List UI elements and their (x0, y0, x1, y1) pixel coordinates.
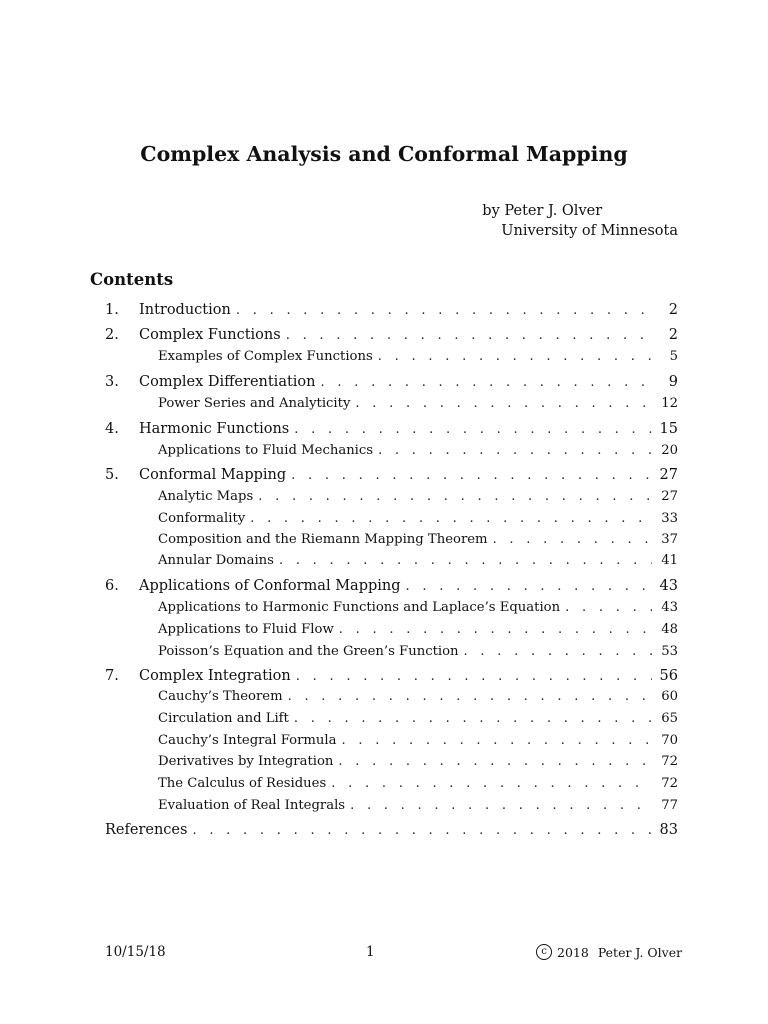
toc-entry-title: Harmonic Functions (139, 419, 294, 439)
toc-page-number: 83 (652, 820, 678, 840)
toc-subsection-entry (158, 796, 678, 816)
toc-entry-title: Applications to Fluid Flow (158, 620, 339, 640)
toc-subsection-entry (158, 441, 678, 461)
dot-leader (321, 373, 653, 393)
toc-entry-title: Conformal Mapping (139, 465, 291, 485)
toc-page-number: 53 (652, 642, 678, 662)
toc-entry-title: Composition and the Riemann Mapping Theorem (158, 530, 493, 550)
toc-subsection-entry (158, 731, 678, 751)
toc-page-number: 41 (652, 551, 678, 571)
toc-page-number: 43 (652, 598, 678, 618)
toc-section-entry (105, 372, 678, 392)
toc-section-entry (105, 465, 678, 485)
toc-subsection-entry (158, 509, 678, 529)
toc-subsection-entry (158, 752, 678, 772)
toc-entry-title: Circulation and Lift (158, 709, 294, 729)
toc-entry-title: Derivatives by Integration (158, 752, 338, 772)
toc-entry-title: Poisson’s Equation and the Green’s Function (158, 642, 464, 662)
toc-subsection-entry (158, 687, 678, 707)
dot-leader (296, 667, 652, 687)
author-line: by Peter J. Olver (482, 203, 603, 219)
toc-page-number: 43 (652, 576, 678, 596)
dot-leader (294, 709, 652, 729)
toc-entry-title: Complex Differentiation (139, 372, 321, 392)
footer-page-number: 1 (366, 944, 375, 960)
footer-date: 10/15/18 (105, 944, 166, 960)
toc-subsection-entry (158, 774, 678, 794)
toc-page-number: 65 (652, 709, 678, 729)
dot-leader (342, 731, 652, 751)
toc-page-number: 9 (652, 372, 678, 392)
toc-page-number: 2 (652, 300, 678, 320)
byline (482, 201, 678, 241)
dot-leader (236, 301, 652, 321)
dot-leader (378, 347, 652, 367)
toc-page-number: 20 (652, 441, 678, 461)
toc-entry-title: Annular Domains (158, 551, 279, 571)
toc-entry-title: Complex Functions (139, 325, 286, 345)
toc-entry-title: Evaluation of Real Integrals (158, 796, 350, 816)
toc-subsection-entry (158, 530, 678, 550)
toc-page-number: 56 (652, 666, 678, 686)
toc-entry-title: Applications to Fluid Mechanics (158, 441, 378, 461)
toc-page-number: 27 (652, 465, 678, 485)
toc-page-number: 72 (652, 774, 678, 794)
toc-page-number: 33 (652, 509, 678, 529)
toc-entry-title: References (105, 820, 192, 840)
dot-leader (493, 530, 652, 550)
copyright-author: Peter J. Olver (597, 944, 683, 960)
dot-leader (378, 441, 652, 461)
toc-entry-title: The Calculus of Residues (158, 774, 331, 794)
toc-page-number: 77 (652, 796, 678, 816)
toc-section-entry (105, 325, 678, 345)
toc-entry-title: Complex Integration (139, 666, 296, 686)
copyright-icon: c (536, 944, 552, 960)
toc-entry-title: Analytic Maps (158, 487, 258, 507)
dot-leader (338, 752, 652, 772)
toc-page-number: 5 (652, 347, 678, 367)
toc-subsection-entry (158, 598, 678, 618)
contents-heading: Contents (90, 270, 174, 289)
toc-subsection-entry (158, 620, 678, 640)
toc-page-number: 70 (652, 731, 678, 751)
dot-leader (192, 821, 652, 841)
toc-page-number: 2 (652, 325, 678, 345)
toc-entry-title: Power Series and Analyticity (158, 394, 355, 414)
toc-subsection-entry (158, 709, 678, 729)
toc-page-number: 27 (652, 487, 678, 507)
toc-section-number: 3. (105, 374, 119, 390)
toc-section-entry (105, 666, 678, 686)
toc-section-number: 1. (105, 302, 119, 318)
toc-section-number: 4. (105, 421, 119, 437)
toc-subsection-entry (158, 487, 678, 507)
affiliation-line: University of Minnesota (501, 223, 678, 239)
toc-section-number: 6. (105, 578, 119, 594)
document-title: Complex Analysis and Conformal Mapping (140, 142, 628, 166)
toc-entry-title: Cauchy’s Integral Formula (158, 731, 342, 751)
dot-leader (464, 642, 652, 662)
toc-section-number: 2. (105, 327, 119, 343)
toc-entry-title: Conformality (158, 509, 250, 529)
toc-subsection-entry (158, 551, 678, 571)
dot-leader (258, 487, 652, 507)
toc-page-number: 37 (652, 530, 678, 550)
dot-leader (286, 326, 652, 346)
toc-page-number: 72 (652, 752, 678, 772)
copyright-year: 2018 (557, 944, 589, 960)
toc-entry-title: Applications to Harmonic Functions and Laplace’s Equation (158, 598, 565, 618)
dot-leader (291, 466, 652, 486)
toc-page-number: 12 (652, 394, 678, 414)
dot-leader (350, 796, 652, 816)
footer-copyright (536, 944, 682, 960)
dot-leader (355, 394, 652, 414)
dot-leader (565, 598, 652, 618)
toc-section-entry (105, 419, 678, 439)
toc-section-number: 5. (105, 467, 119, 483)
toc-section-number: 7. (105, 668, 119, 684)
dot-leader (279, 551, 652, 571)
toc-page-number: 48 (652, 620, 678, 640)
dot-leader (339, 620, 652, 640)
dot-leader (406, 577, 652, 597)
toc-subsection-entry (158, 642, 678, 662)
toc-entry-title: Examples of Complex Functions (158, 347, 378, 367)
toc-references-entry (105, 820, 678, 840)
toc-subsection-entry (158, 394, 678, 414)
toc-entry-title: Cauchy’s Theorem (158, 687, 288, 707)
toc-subsection-entry (158, 347, 678, 367)
toc-section-entry (105, 300, 678, 320)
dot-leader (331, 774, 652, 794)
dot-leader (294, 420, 652, 440)
dot-leader (250, 509, 652, 529)
toc-section-entry (105, 576, 678, 596)
toc-entry-title: Applications of Conformal Mapping (139, 576, 406, 596)
toc-entry-title: Introduction (139, 300, 236, 320)
toc-page-number: 15 (652, 419, 678, 439)
dot-leader (288, 687, 652, 707)
toc-page-number: 60 (652, 687, 678, 707)
